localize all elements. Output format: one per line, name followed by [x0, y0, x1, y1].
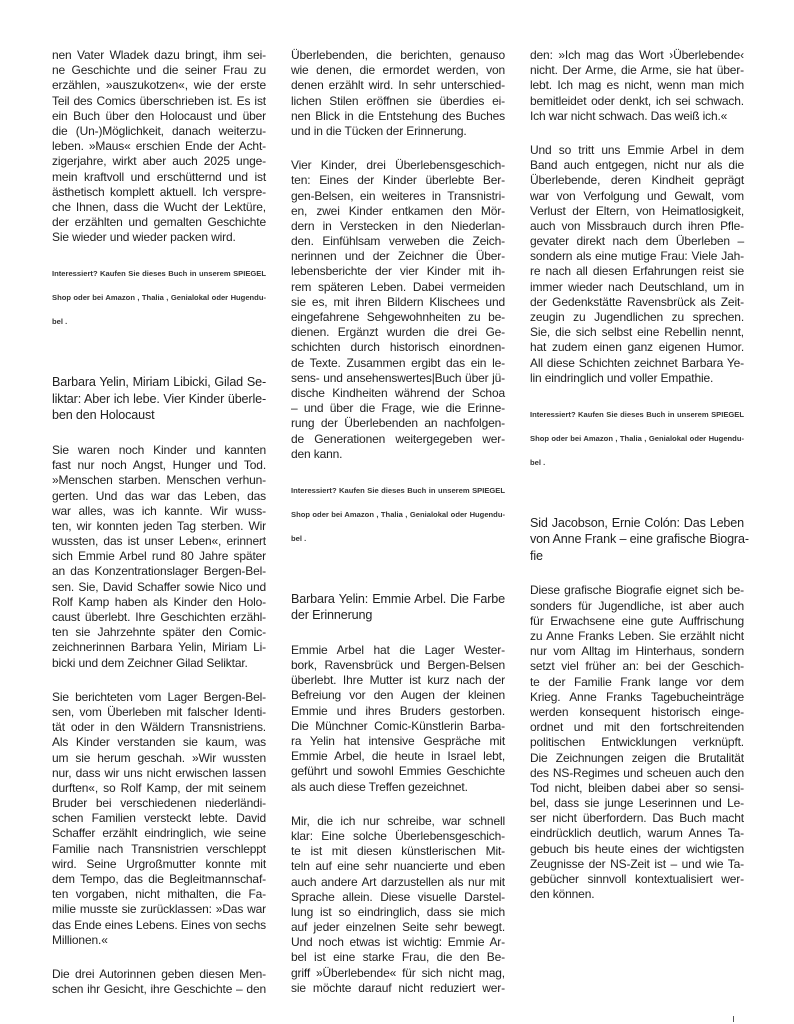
text-line: Befreiung vor den Augen der kleinen: [291, 688, 505, 703]
text-line: nur vom Alltag im Hinterhaus, sondern: [530, 644, 744, 659]
text-line: erzählen, »auszukotzen«, wie der erste: [52, 78, 266, 93]
text-line: Überlebenden, die berichten, genauso: [291, 48, 505, 62]
text-line: den. Einfühlsam verweben die Zeich-: [291, 234, 505, 249]
text-line: klar: Eine solche Überlebensgeschich-: [291, 828, 505, 843]
text-line: ser nicht überfordern. Das Buch macht: [530, 811, 744, 826]
text-line: rem späteren Leben. Dabei vermeiden: [291, 279, 505, 294]
text-line: auch andere Art darzustellen als nur mit: [291, 874, 505, 889]
text-line: sonders für Jugendliche, ist aber auch: [530, 598, 744, 613]
text-line: bel ist eine starke Frau, die den Be-: [291, 950, 505, 965]
text-line: um sie herum geschah. »Wir wussten: [52, 750, 266, 765]
text-line: Bruder bei verschiedenen niederländi-: [52, 796, 266, 811]
text-line: Shop oder bei Amazon , Thalia , Genialokal oder Hugendu-: [291, 509, 505, 519]
text-line: ten: Eines der Kinder überlebte Ber-: [291, 173, 505, 188]
text-line: ordnet und mit den fortschreitenden: [530, 720, 744, 735]
text-line: den: »Ich mag das Wort ›Überlebende‹: [530, 48, 744, 62]
text-line: lebensberichte der vier Kinder mit ih-: [291, 264, 505, 279]
text-line: an das Konzentrationslager Bergen-Bel-: [52, 564, 266, 579]
text-line: tät oder in den Wäldern Transnistriens.: [52, 720, 266, 735]
text-line: che Ihnen, dass die Wucht der Lektüre,: [52, 199, 266, 214]
text-line: bemitleidet oder denkt, ich sei schwach.: [530, 93, 744, 108]
text-line: All diese Schichten zeichnet Barbara Ye-: [530, 355, 744, 370]
text-line: ben den Holocaust: [52, 408, 155, 423]
text-line: von Anne Frank – eine grafische Biogra-: [530, 532, 749, 547]
text-line: te ist mit diesen künstlerischen Mit-: [291, 844, 505, 859]
text-line: Emmie Arbel, die heute in Israel lebt,: [291, 749, 505, 764]
text-line: Interessiert? Kaufen Sie dieses Buch in unserem SPIEGEL: [52, 269, 266, 279]
text-line: Und noch etwas ist wichtig: Emmie Ar-: [291, 935, 505, 950]
text-line: nerinnen und der Zeichner die Über-: [291, 249, 505, 264]
text-line: durften«, so Rolf Kamp, der mit seinem: [52, 780, 266, 795]
text-line: gebuch bis heute eines der wichtigsten: [530, 841, 744, 856]
body-paragraph: [291, 814, 505, 996]
text-line: te der Familie Frank lange vor dem: [530, 674, 744, 689]
text-line: Sie, die sich selbst eine Rebellin nennt,: [530, 325, 744, 340]
text-line: und in die Tücken der Erinnerung.: [291, 123, 467, 138]
text-line: bel .: [530, 457, 546, 467]
text-line: Emmie Arbel hat die Lager Wester-: [291, 642, 505, 657]
text-line: geführt und sowohl Emmies Geschichte: [291, 764, 505, 779]
text-line: Emmie und ihres Bruders gestorben.: [291, 703, 505, 718]
text-line: leben. »Maus« erschien Ende der Acht-: [52, 139, 266, 154]
text-line: für Erwachsene eine gute Auffrischung: [530, 613, 744, 628]
text-line: bicki und dem Zeichner Gilad Seliktar.: [52, 655, 248, 670]
text-line: bork, Ravensbrück und Bergen-Belsen: [291, 658, 505, 673]
text-line: Die Zeichnungen zeigen die Brutalität: [530, 750, 744, 765]
text-line: bel, dass sie junge Leserinnen und Le-: [530, 796, 744, 811]
text-line: wird. Seine Urgroßmutter konnte mit: [52, 856, 266, 871]
text-line: eingefahrene Sehgewohnheiten zu be-: [291, 310, 505, 324]
text-line: mein kraftvoll und erschütternd und ist: [52, 169, 266, 184]
text-line: sen, vom Überleben mit falscher Identi-: [52, 704, 266, 719]
text-line: en, zwei Kinder entkamen den Mör-: [291, 203, 505, 218]
text-line: Shop oder bei Amazon , Thalia , Genialokal oder Hugendu-: [530, 433, 744, 443]
page-marker: [733, 1016, 734, 1022]
body-paragraph: [52, 967, 266, 997]
text-line: der erzählten und gemalten Geschichte: [52, 215, 266, 230]
text-line: sondern als eine mutige Frau: Viele Jah-: [530, 249, 744, 264]
text-line: der Gedenkstätte Ravensbrück als Zeit-: [530, 294, 744, 309]
text-line: den können.: [530, 887, 595, 902]
text-line: Und so tritt uns Emmie Arbel in dem: [530, 142, 744, 157]
text-line: ten, wir konnten jeden Tag sterben. Wir: [52, 518, 266, 533]
text-line: Ich war nicht schwach. Das weiß ich.«: [530, 108, 728, 123]
text-line: ten vorgaben, nicht mithalten, die Fa-: [52, 887, 266, 902]
text-column-1: [52, 48, 266, 1016]
text-line: Shop oder bei Amazon , Thalia , Genialokal oder Hugendu-: [52, 293, 266, 303]
text-line: griff »Überlebende« für sich nicht mag,: [291, 965, 505, 980]
text-line: Interessiert? Kaufen Sie dieses Buch in unserem SPIEGEL: [291, 485, 505, 495]
text-line: Die drei Autorinnen geben diesen Men-: [52, 966, 266, 981]
text-line: nen Vater Wladek dazu bringt, ihm sei-: [52, 48, 266, 62]
text-column-3: [530, 48, 749, 921]
text-line: wie denen, die ermordet werden, von: [291, 63, 505, 78]
text-line: lung ist so eindringlich, dass sie mich: [291, 904, 505, 919]
shop-promo-text[interactable]: [52, 262, 266, 334]
text-line: werden konsequent historisch einge-: [530, 704, 744, 719]
text-line: überlebt. Ihre Mutter ist kurz nach der: [291, 673, 505, 688]
text-line: Sid Jacobson, Ernie Colón: Das Leben: [530, 515, 744, 530]
text-line: hat zudem einen ganz eigenen Humor.: [530, 340, 744, 355]
text-line: dienen. Ergänzt wurden die drei Ge-: [291, 325, 505, 340]
text-line: nen Blick in die Entstehung des Buches: [291, 108, 505, 123]
text-line: lebt. Ich mag es nicht, wenn man mich: [530, 78, 744, 93]
text-line: sich Emmie Arbel rund 80 Jahre später: [52, 549, 266, 564]
text-line: gevater direkt nach dem Überleben –: [530, 234, 744, 249]
body-paragraph: [52, 690, 266, 948]
text-line: ne Geschichte und die seiner Frau zu: [52, 63, 266, 78]
text-line: zeugin zu Jugendlichen zu sprechen.: [530, 310, 744, 324]
body-paragraph: [291, 48, 505, 139]
body-paragraph: [52, 48, 266, 245]
text-line: teln auf eine sehr nuancierte und eben: [291, 859, 505, 874]
text-line: lin eindringlich und voller Empathie.: [530, 370, 714, 385]
text-line: schen ihr Gesicht, ihre Geschichte – den: [52, 982, 266, 997]
text-line: Tod nicht, bleiben dabei aber so sensi-: [530, 780, 744, 795]
text-line: sie es, mit ihren Bildern Klischees und: [291, 294, 505, 309]
text-line: ten sie Jahrzehnte später den Comic-: [52, 625, 266, 640]
book-title-heading: [291, 591, 505, 624]
shop-promo-text[interactable]: [530, 403, 744, 475]
text-line: nur, dass wir uns nicht erwischen lassen: [52, 765, 266, 780]
text-line: als auch diese Treffen gezeichnet.: [291, 779, 468, 794]
text-line: zigerjahre, wirkt aber auch 2025 unge-: [52, 154, 266, 169]
text-line: Diese grafische Biografie eignet sich be-: [530, 583, 744, 598]
text-line: zeichnerinnen Barbara Yelin, Miriam Li-: [52, 640, 266, 655]
text-line: re nach all diesen Erfahrungen reist sie: [530, 264, 744, 279]
text-line: Sie wieder und wieder packen wird.: [52, 230, 236, 245]
text-line: auch von Missbrauch durch ihren Pfle-: [530, 218, 744, 233]
text-line: Die Münchner Comic-Künstlerin Barba-: [291, 718, 505, 733]
text-line: Krieg. Anne Franks Tagebucheinträge: [530, 689, 744, 704]
text-line: dern in Verstecken in den Niederlan-: [291, 218, 505, 233]
text-line: Interessiert? Kaufen Sie dieses Buch in unserem SPIEGEL: [530, 409, 744, 419]
text-line: wussten, das ist unser Leben«, erinnert: [52, 534, 266, 549]
text-line: ästhetisch komplett aktuell. Ich verspre-: [52, 184, 266, 199]
text-line: schichten durch historisch einordnen-: [291, 340, 505, 355]
body-paragraph: [291, 158, 505, 462]
text-line: lichen Stilen eröffnen sie überdies ei-: [291, 93, 505, 108]
text-line: Überlebende, deren Kindheit geprägt: [530, 173, 744, 188]
text-line: gebücher sinnvoll kontextualisiert wer-: [530, 872, 744, 886]
text-line: das Ende eines Lebens. Eines von sechs: [52, 917, 266, 932]
text-line: sie möchte darauf nicht reduziert wer-: [291, 980, 505, 995]
text-line: sen. Sie, David Schaffer sowie Nico und: [52, 579, 266, 594]
text-line: Vier Kinder, drei Überlebensgeschich-: [291, 158, 505, 173]
text-line: war alles, was ich kannte. Wir wuss-: [52, 503, 266, 518]
text-line: de Texte. Zusammen ergibt das ein le-: [291, 355, 505, 370]
text-column-2: [291, 48, 505, 1015]
text-line: dische Kindheiten während der Schoa: [291, 385, 505, 400]
text-line: fie: [530, 548, 543, 563]
text-line: denen erzählt wird. In sehr unterschied-: [291, 78, 505, 93]
text-line: Familie nach Transnistrien verschleppt: [52, 841, 266, 856]
text-line: war von Verfolgung und Gewalt, vom: [530, 188, 744, 203]
text-line: bel .: [291, 533, 307, 543]
text-line: Verlust der Eltern, von Heimatlosigkeit,: [530, 203, 744, 218]
text-line: gen-Belsen, ein weiteres in Transnistri-: [291, 188, 505, 203]
body-paragraph: [52, 443, 266, 671]
text-line: den kann.: [291, 446, 343, 461]
text-line: rung der Überlebenden an nachfolgen-: [291, 416, 505, 431]
text-line: Schaffer erzählt eindringlich, wie seine: [52, 826, 266, 841]
text-line: des NS-Regimes und scheuen auch den: [530, 765, 744, 780]
text-line: eindrücklich deutlich, warum Annes Ta-: [530, 826, 744, 841]
text-line: – und über die Frage, wie die Erinne-: [291, 401, 505, 416]
shop-promo-text[interactable]: [291, 479, 505, 551]
text-line: Barbara Yelin: Emmie Arbel. Die Farbe: [291, 591, 505, 606]
text-line: schen Familien versteckt lebte. David: [52, 811, 266, 826]
body-paragraph: [530, 583, 744, 902]
book-title-heading: [52, 374, 266, 424]
text-line: Sie waren noch Kinder und kannten: [52, 442, 266, 457]
text-line: Mir, die ich nur schreibe, war schnell: [291, 813, 505, 828]
text-line: Zeugnisse der NS-Zeit ist – und wie Ta-: [530, 856, 744, 871]
text-line: Barbara Yelin, Miriam Libicki, Gilad Se-: [52, 375, 266, 390]
text-line: »Menschen starben. Menschen verhun-: [52, 473, 266, 488]
text-line: Rolf Kamp haben als Kinder den Holo-: [52, 594, 266, 609]
text-line: Sprache allein. Diese visuelle Darstel-: [291, 889, 505, 904]
text-line: caust überlebt. Ihre Geschichten erzähl-: [52, 610, 266, 624]
text-line: de Generationen weitergegeben wer-: [291, 431, 505, 446]
text-line: zu Anne Franks Leben. Sie erzählt nicht: [530, 629, 744, 643]
text-line: ra Yelin hat intensive Gespräche mit: [291, 734, 505, 748]
body-paragraph: [291, 643, 505, 795]
text-line: Band auch entgegen, nicht nur als die: [530, 158, 744, 173]
text-line: liktar: Aber ich lebe. Vier Kinder überle-: [52, 391, 266, 406]
text-line: Sie berichteten vom Lager Bergen-Bel-: [52, 689, 266, 704]
body-paragraph: [530, 48, 744, 124]
text-line: setzt viel früher an: bei der Geschich-: [530, 659, 744, 674]
text-line: immer wieder nach Deutschland, um in: [530, 279, 744, 294]
book-title-heading: [530, 515, 749, 565]
text-line: Teil des Comics überschrieben ist. Es ist: [52, 93, 266, 108]
text-line: auf jeder einzelnen Seite sehr bewegt.: [291, 920, 505, 935]
text-line: nicht. Der Arme, die Arme, sie hat über-: [530, 63, 744, 78]
text-line: Millionen.«: [52, 932, 108, 947]
text-line: fast nur noch Angst, Hunger und Tod.: [52, 458, 266, 473]
text-line: gerten. Und das war das Leben, das: [52, 488, 266, 503]
text-line: die (Un-)Möglichkeit, danach weiterzu-: [52, 123, 266, 138]
text-line: Als Kinder verstanden sie kaum, was: [52, 735, 266, 750]
text-line: sens- und ansehenswertes|Buch über jü-: [291, 370, 505, 385]
text-line: milie musste sie zurücklassen: »Das war: [52, 902, 266, 917]
text-line: der Erinnerung: [291, 608, 373, 623]
text-line: dem Tempo, das die Begleitmannschaf-: [52, 872, 266, 886]
text-line: politischen Entwicklungen verknüpft.: [530, 735, 744, 750]
text-line: ein Buch über den Holocaust und über: [52, 108, 266, 123]
text-line: bel .: [52, 317, 68, 327]
body-paragraph: [530, 143, 744, 386]
